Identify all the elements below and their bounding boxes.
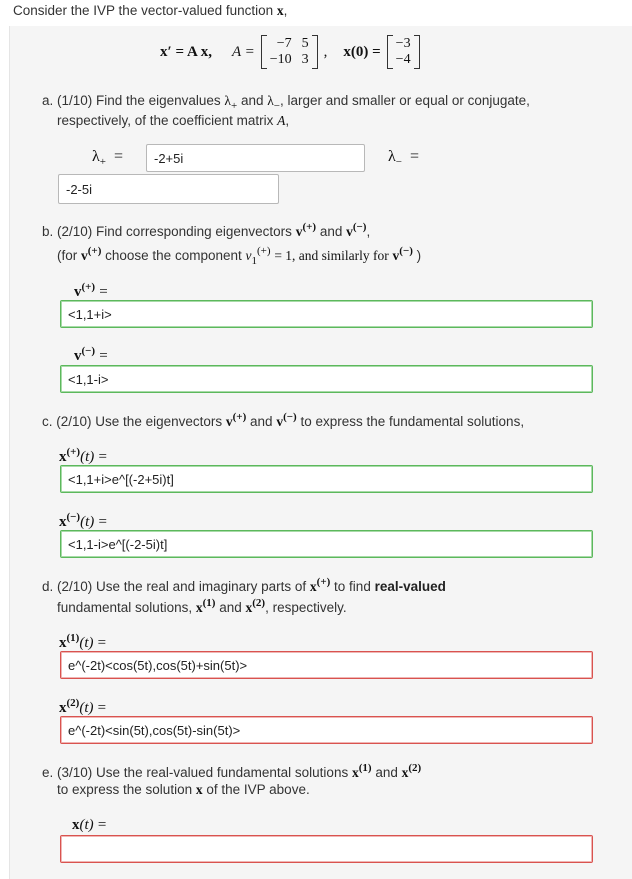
sup-two: (2)	[408, 762, 422, 774]
v-symbol: v	[74, 284, 82, 300]
matrix-a11: −7	[276, 36, 292, 51]
x-plus-label	[59, 446, 107, 466]
part-d-to-find: to find	[334, 579, 371, 594]
v-plus-input[interactable]: <1,1+i>	[60, 300, 593, 328]
part-b-for: (for	[57, 248, 78, 263]
coefficient-matrix	[261, 35, 318, 69]
matrix-a21: −10	[269, 52, 292, 67]
part-d-and: and	[219, 600, 242, 615]
sup-minus: (−)	[399, 245, 413, 257]
minus-sub: −	[395, 156, 402, 168]
v-symbol: v	[225, 414, 233, 429]
x2-label	[59, 697, 106, 717]
part-c-and: and	[250, 414, 273, 429]
intro-line	[13, 3, 287, 19]
part-e-and: and	[375, 765, 398, 780]
sup-minus: (−)	[352, 221, 367, 233]
part-d-label: d.	[42, 579, 54, 594]
lambda-symbol: λ	[92, 148, 100, 165]
part-e-line1	[42, 762, 421, 781]
equals: =	[98, 514, 107, 530]
part-b-and: and	[319, 224, 343, 239]
v-minus-label	[74, 345, 108, 365]
part-a-line1	[42, 93, 530, 112]
lambda-plus-label	[92, 148, 123, 168]
intro-var: x	[276, 3, 284, 18]
sup-plus: (+)	[66, 446, 81, 458]
part-a-comma: ,	[285, 113, 290, 128]
part-b-component: choose the component	[105, 248, 242, 263]
part-b-text: (2/10) Find corresponding eigenvectors	[57, 224, 292, 239]
x-symbol: x	[309, 579, 317, 594]
sup-plus: (+)	[87, 245, 102, 257]
x-symbol: x	[59, 449, 67, 465]
x-symbol: x	[245, 600, 253, 615]
sup-plus: (+)	[232, 411, 247, 423]
lambda-minus-input[interactable]: -2-5i	[58, 174, 279, 204]
ode-lhs: x′ = A x,	[160, 43, 212, 60]
part-a-text-cont: , larger and smaller or equal or conjugate,	[280, 93, 530, 108]
matrix-a12: 5	[301, 36, 309, 51]
part-d-line2	[57, 597, 347, 616]
x0-1: −3	[395, 36, 411, 51]
equals: =	[97, 635, 107, 651]
t-arg: (t)	[80, 449, 95, 465]
initial-vector	[387, 35, 420, 69]
t-arg: (t)	[79, 700, 94, 716]
sup-plus: (+)	[81, 281, 96, 293]
part-a-text: (1/10) Find the eigenvalues	[57, 93, 221, 108]
ivp-equation	[160, 35, 420, 69]
v-minus-input[interactable]: <1,1-i>	[60, 365, 593, 393]
sup-minus: (−)	[81, 345, 96, 357]
matrix-label: A =	[231, 43, 255, 60]
lambda-symbol: λ	[388, 148, 396, 165]
equals: =	[98, 449, 107, 465]
part-a-text-2: respectively, of the coefficient matrix	[57, 113, 274, 128]
part-c-text-cont: to express the fundamental solutions,	[300, 414, 525, 429]
x1-label	[59, 632, 106, 652]
part-b-label: b.	[42, 224, 54, 239]
plus-sub: +	[230, 100, 238, 112]
part-b-comma: ,	[366, 224, 371, 239]
sup-plus: (+)	[316, 576, 331, 588]
matrix-a22: 3	[301, 52, 309, 67]
x-solution-input[interactable]	[60, 835, 593, 863]
x-symbol: x	[351, 765, 359, 780]
initial-condition-label: x(0) =	[343, 43, 381, 60]
x-symbol: x	[59, 700, 67, 716]
v-symbol: v	[276, 414, 284, 429]
sup-minus: (−)	[283, 411, 297, 423]
equals: =	[99, 284, 108, 300]
sup-two: (2)	[252, 597, 266, 609]
sup-minus: (−)	[66, 511, 81, 523]
part-c-text: (2/10) Use the eigenvectors	[56, 414, 223, 429]
t-arg: (t)	[79, 817, 94, 833]
x-symbol: x	[59, 635, 67, 651]
plus-sub: +	[99, 156, 106, 168]
part-a-line2	[57, 113, 289, 129]
x2-input[interactable]: e^(-2t)<sin(5t),cos(5t)-sin(5t)>	[60, 716, 593, 744]
part-b-close: )	[416, 248, 422, 263]
matrix-symbol: A	[277, 113, 286, 128]
v-symbol: v	[295, 224, 303, 239]
part-e-label: e.	[42, 765, 54, 780]
v1-symbol: v	[245, 248, 252, 263]
x-minus-input[interactable]: <1,1-i>e^[(-2-5i)t]	[60, 530, 593, 558]
part-e-text-2: to express the solution	[57, 782, 193, 797]
part-a-label: a.	[42, 93, 54, 108]
equals: =	[97, 817, 107, 833]
x-symbol: x	[401, 765, 409, 780]
v-symbol: v	[392, 248, 400, 263]
sup-one: (1)	[66, 632, 80, 644]
part-a-and: and	[240, 93, 264, 108]
lambda-plus-input[interactable]: -2+5i	[146, 144, 365, 172]
part-e-line2	[57, 782, 310, 798]
v-symbol: v	[74, 348, 82, 364]
x-plus-input[interactable]: <1,1+i>e^[(-2+5i)t]	[60, 465, 593, 493]
x-minus-label	[59, 511, 107, 531]
part-c-label: c.	[42, 414, 53, 429]
part-e-text: (3/10) Use the real-valued fundamental solutions	[57, 765, 349, 780]
minus-sub: −	[273, 100, 280, 112]
x0-2: −4	[395, 52, 411, 67]
equals: =	[113, 148, 124, 165]
part-b-similarly: = 1, and similarly for	[274, 248, 389, 263]
intro-comma: ,	[283, 3, 288, 18]
lambda-symbol: λ	[267, 93, 274, 108]
v-symbol: v	[346, 224, 353, 239]
intro-text: Consider the IVP the vector-valued function	[13, 3, 274, 18]
v-plus-label	[74, 281, 108, 301]
part-c-line1	[42, 411, 524, 430]
eq-separator: ,	[323, 43, 328, 60]
equals: =	[99, 348, 108, 364]
part-d-line1	[42, 576, 446, 595]
part-d-text-2: fundamental solutions,	[57, 600, 193, 615]
sup-one: (1)	[202, 597, 216, 609]
sup-plus: (+)	[302, 221, 317, 233]
lambda-symbol: λ	[224, 93, 231, 108]
x-symbol: x	[59, 514, 67, 530]
part-b-line2	[57, 245, 421, 267]
t-arg: (t)	[79, 635, 94, 651]
x-symbol: x	[72, 817, 80, 833]
part-d-text: (2/10) Use the real and imaginary parts of	[57, 579, 307, 594]
part-d-respectively: , respectively.	[265, 600, 347, 615]
sup-one: (1)	[358, 762, 372, 774]
equals: =	[97, 700, 107, 716]
part-b-line1	[42, 221, 370, 240]
x-solution-label	[72, 816, 106, 834]
sup-plus: (+)	[257, 245, 271, 257]
real-valued-emphasis: real-valued	[374, 579, 446, 594]
x1-input[interactable]: e^(-2t)<cos(5t),cos(5t)+sin(5t)>	[60, 651, 593, 679]
v-symbol: v	[81, 248, 88, 263]
x-symbol: x	[195, 600, 203, 615]
t-arg: (t)	[80, 514, 95, 530]
equals: =	[409, 148, 420, 165]
part-e-text-3: of the IVP above.	[206, 782, 310, 797]
sub-one: 1	[251, 255, 258, 267]
sup-two: (2)	[66, 697, 80, 709]
lambda-minus-label	[388, 148, 419, 168]
x-symbol: x	[195, 782, 203, 797]
